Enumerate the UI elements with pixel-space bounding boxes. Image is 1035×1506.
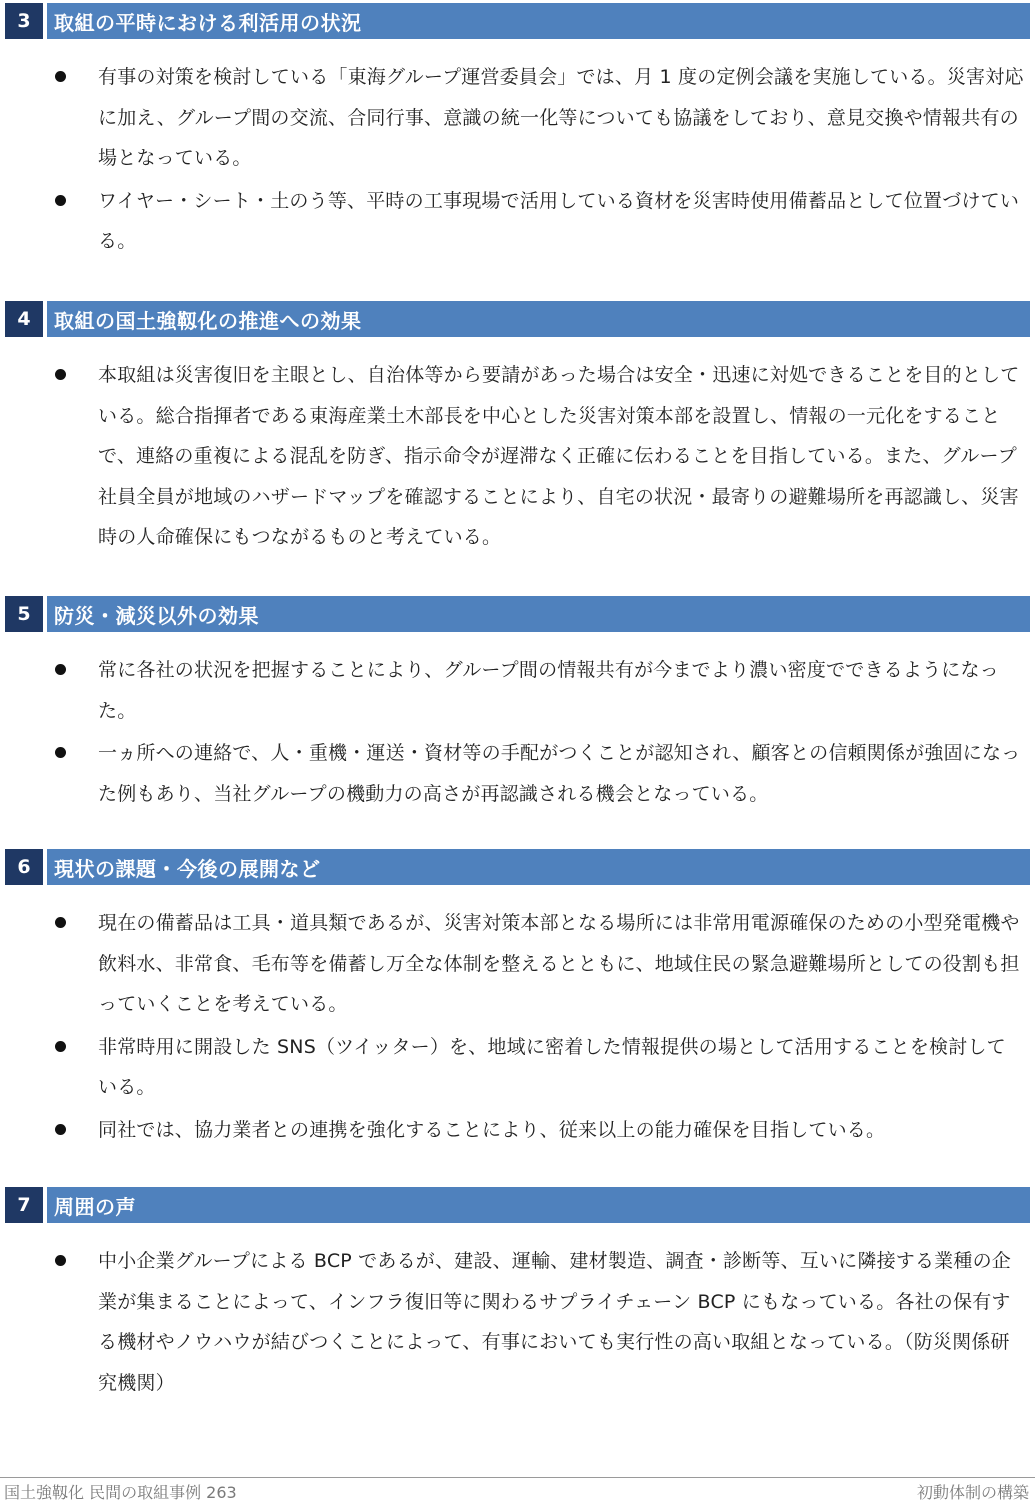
list-item-text: 本取組は災害復旧を主眼とし、自治体等から要請があった場合は安全・迅速に対処できることを目的としている。総合指揮者である東海産業土木部長を中心とした災害対策本部を設置し、情報の一元化をすることで、連絡の重複による混乱を防ぎ、指示命令が遅滞なく正確に伝わることを目指している。また、グループ社員全員が地域のハザードマップを確認することにより、自宅の状況・最寄りの避難場所を再認識し、災害時の人命確保にもつながるものと考えている。	[98, 364, 1020, 548]
section-number: 3	[5, 3, 43, 39]
section-5	[5, 596, 1030, 816]
list-item	[5, 355, 1030, 558]
section-title: 防災・減災以外の効果	[47, 596, 1030, 632]
section-title: 周囲の声	[47, 1187, 1030, 1223]
bullet-list	[5, 57, 1030, 262]
list-item	[5, 650, 1030, 731]
list-item-text: 非常時用に開設した SNS（ツイッター）を、地域に密着した情報提供の場として活用することを検討している。	[98, 1035, 1006, 1098]
list-item	[5, 903, 1030, 1025]
list-item	[5, 57, 1030, 179]
bullet-list	[5, 355, 1030, 558]
section-7	[5, 1187, 1030, 1405]
bullet-dot-icon	[55, 747, 66, 758]
list-item-text: 一ヵ所への連絡で、人・重機・運送・資材等の手配がつくことが認知され、顧客との信頼関係が強固になった例もあり、当社グループの機動力の高さが再認識される機会となっている。	[98, 742, 1021, 805]
list-item	[5, 181, 1030, 262]
bullet-dot-icon	[55, 71, 66, 82]
bullet-dot-icon	[55, 917, 66, 928]
list-item	[5, 1110, 1030, 1151]
section-number: 6	[5, 849, 43, 885]
footer-left-text: 国土強靱化 民間の取組事例 263	[4, 1483, 237, 1502]
bullet-dot-icon	[55, 369, 66, 380]
footer-right-text: 初動体制の構築	[916, 1483, 1029, 1502]
footer-divider	[0, 1477, 1035, 1478]
section-number: 5	[5, 596, 43, 632]
section-number: 4	[5, 301, 43, 337]
list-item-text: 現在の備蓄品は工具・道具類であるが、災害対策本部となる場所には非常用電源確保のための小型発電機や飲料水、非常食、毛布等を備蓄し万全な体制を整えるとともに、地域住民の緊急避難場所としての役割も担っていくことを考えている。	[98, 912, 1020, 1015]
list-item-text: 同社では、協力業者との連携を強化することにより、従来以上の能力確保を目指している。	[98, 1118, 886, 1141]
section-title: 取組の平時における利活用の状況	[47, 3, 1030, 39]
section-header	[5, 596, 1030, 632]
section-header	[5, 301, 1030, 337]
section-title: 取組の国土強靱化の推進への効果	[47, 301, 1030, 337]
list-item-text: 常に各社の状況を把握することにより、グループ間の情報共有が今までより濃い密度でできるようになった。	[98, 659, 999, 722]
bullet-dot-icon	[55, 1124, 66, 1135]
section-title: 現状の課題・今後の展開など	[47, 849, 1030, 885]
section-header	[5, 849, 1030, 885]
list-item	[5, 733, 1030, 814]
section-number: 7	[5, 1187, 43, 1223]
bullet-dot-icon	[55, 195, 66, 206]
section-4	[5, 301, 1030, 560]
list-item-text: 有事の対策を検討している「東海グループ運営委員会」では、月 1 度の定例会議を実施している。災害対応に加え、グループ間の交流、合同行事、意識の統一化等についても協議をしており、意見交換や情報共有の場となっている。	[98, 66, 1024, 169]
bullet-list	[5, 1241, 1030, 1403]
bullet-dot-icon	[55, 664, 66, 675]
bullet-dot-icon	[55, 1255, 66, 1266]
section-header	[5, 3, 1030, 39]
bullet-dot-icon	[55, 1041, 66, 1052]
bullet-list	[5, 650, 1030, 814]
section-3	[5, 3, 1030, 264]
list-item	[5, 1241, 1030, 1403]
section-header	[5, 1187, 1030, 1223]
section-6	[5, 849, 1030, 1152]
list-item	[5, 1027, 1030, 1108]
list-item-text: ワイヤー・シート・土のう等、平時の工事現場で活用している資材を災害時使用備蓄品として位置づけている。	[98, 189, 1020, 252]
list-item-text: 中小企業グループによる BCP であるが、建設、運輸、建材製造、調査・診断等、互いに隣接する業種の企業が集まることによって、インフラ復旧等に関わるサプライチェーン BCP にもなっている。各社の保有する機材やノウハウが結びつくことによって、有事においても実行性の高い取組となっている。（防災関係研究機関）	[98, 1250, 1011, 1394]
bullet-list	[5, 903, 1030, 1150]
